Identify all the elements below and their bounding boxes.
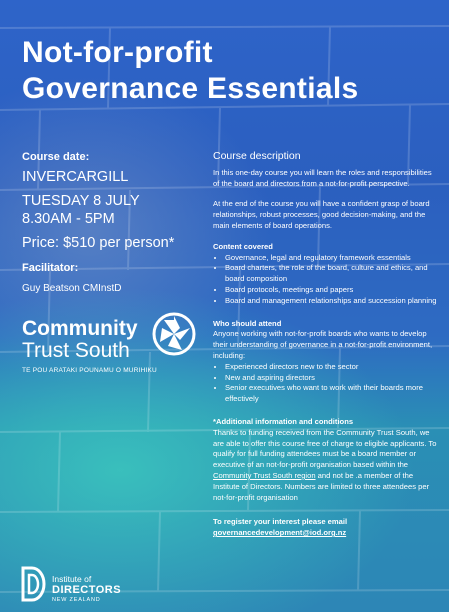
logo-line-1: Community [22, 317, 138, 340]
register-heading: To register your interest please email [213, 517, 348, 527]
iod-line-2: DIRECTORS [52, 584, 122, 596]
logo-line-2: Trust South [22, 339, 130, 362]
iod-logo-icon [20, 566, 46, 602]
info-text-pre: Thanks to funding received from the Community Trust South, we are able to offer this course free of charge to eligible applicants. To qualify for full funding attendees must be a board member or executive of an not-for-profit organisation based within the [213, 427, 437, 470]
info-text [213, 428, 439, 504]
facilitator-label: Facilitator: [22, 262, 79, 274]
course-price: Price: $510 per person* [22, 235, 175, 251]
course-time: 8.30AM - 5PM [22, 211, 115, 227]
attend-intro: Anyone working with not-for-profit boards who wants to develop their understanding of governance in a not-for-profit environment, including: [213, 329, 433, 360]
facilitator-name: Guy Beatson CMInstD [22, 283, 122, 294]
region-link[interactable]: Community Trust South region [213, 470, 316, 480]
info-text-post: and not be .a member of the Institute of Directors. Numbers are limited to three attendees per not-for-profit organisation [213, 470, 430, 502]
logo-tagline: TE POU ARATAKI POUNAMU O MURIHIKU [22, 367, 157, 374]
content-item: • Board and management relationships and succession planning [225, 296, 439, 307]
iod-line-1: Institute of [52, 574, 92, 584]
course-location: INVERCARGILL [22, 169, 129, 185]
attend-heading: Who should attend [213, 318, 282, 328]
course-date: TUESDAY 8 JULY [22, 193, 140, 209]
description-column [213, 151, 439, 539]
description-para-1: In this one-day course you will learn the roles and responsibilities of the board and directors from a not-for-profit perspective. [213, 167, 432, 188]
info-heading: *Additional information and conditions [213, 416, 354, 426]
iod-logo-text [52, 574, 121, 604]
attend-item: • Experienced directors new to the sector [225, 362, 439, 373]
content-heading: Content covered [213, 241, 273, 251]
register-email-link[interactable]: governancedevelopment@iod.org.nz [213, 528, 347, 538]
attend-item: • New and aspiring directors [225, 373, 439, 384]
content-item: • Board charters, the role of the board, culture and ethics, and board composition [225, 263, 439, 285]
description-para-2: At the end of the course you will have a confident grasp of board relationships, robust processes, good decision-making, and the main elements of board operations. [213, 199, 430, 230]
title-block [22, 35, 442, 107]
attend-list [213, 362, 439, 405]
description-heading: Course description [213, 150, 301, 162]
title-line-1: Not-for-profit [22, 36, 213, 69]
trust-emblem-icon [152, 312, 196, 356]
content-list [213, 253, 439, 307]
title-line-2: Governance Essentials [22, 72, 359, 105]
content-item: • Board protocols, meetings and papers [225, 285, 439, 296]
attend-item: • Senior executives who want to work with their boards more effectively [225, 383, 439, 405]
course-date-label: Course date: [22, 151, 90, 163]
iod-line-3: NEW ZEALAND [52, 597, 101, 603]
content-item: • Governance, legal and regulatory framework essentials [225, 253, 439, 264]
